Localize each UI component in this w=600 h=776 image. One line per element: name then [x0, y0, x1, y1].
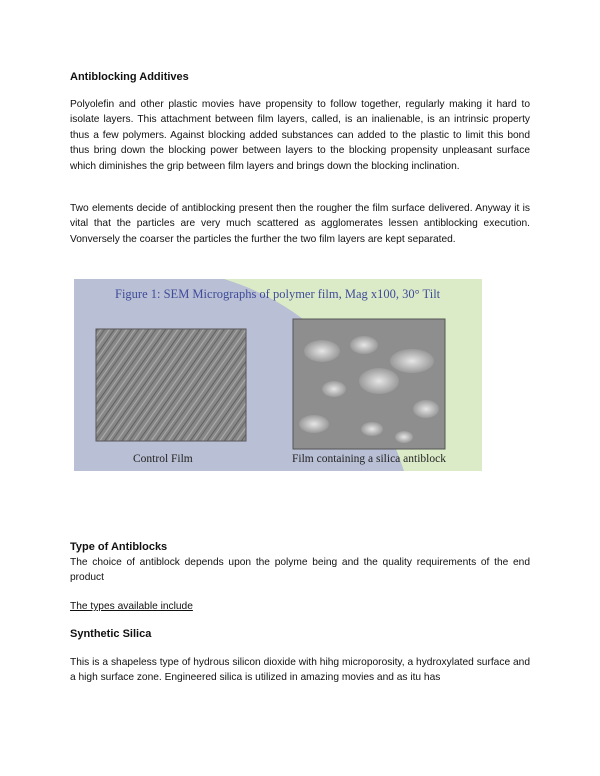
paragraph-antiblocking-intro: Polyolefin and other plastic movies have propensity to follow together, regularly making it hard to isolate layers. This attachment between film layers, called, is an inalienable, is an intrinsic property thus a few polymers. Against blocking added substances can added to the plastic to limit this bond thus bring down the blocking power between layers to the blocking propensity unpleasant surface which diminishes the grip between film layers and brings down the blocking inclination. — [70, 99, 530, 172]
control-film-label: Control Film — [133, 453, 193, 465]
control-film-micrograph — [96, 329, 246, 441]
figure-caption: Figure 1: SEM Micrographs of polymer film, Mag x100, 30° Tilt — [115, 287, 441, 301]
sem-micrograph-figure — [74, 279, 482, 471]
paragraph-antiblock-choice: The choice of antiblock depends upon the polyme being and the quality requirements of the end product — [70, 557, 530, 584]
section-title-antiblocking: Antiblocking Additives — [70, 71, 189, 83]
silica-film-label: Film containing a silica antiblock — [292, 453, 446, 465]
silica-film-micrograph — [293, 319, 445, 449]
section-title-synthetic-silica: Synthetic Silica — [70, 628, 152, 640]
figure-background — [74, 279, 482, 471]
paragraph-synthetic-silica: This is a shapeless type of hydrous silicon dioxide with hihg microporosity, a hydroxylated surface and a high surface zone. Engineered silica is utilized in amazing movies and as itu has — [70, 657, 530, 684]
types-available-heading: The types available include — [70, 601, 193, 612]
paragraph-antiblocking-factors: Two elements decide of antiblocking present then the rougher the film surface delivered. Anyway it is vital that the particles are very much scattered as agglomerates lessen antiblocking execution. Vonversely the coarser the particles the further the two film layers are kept separated. — [70, 203, 530, 245]
section-title-types: Type of Antiblocks — [70, 541, 168, 553]
